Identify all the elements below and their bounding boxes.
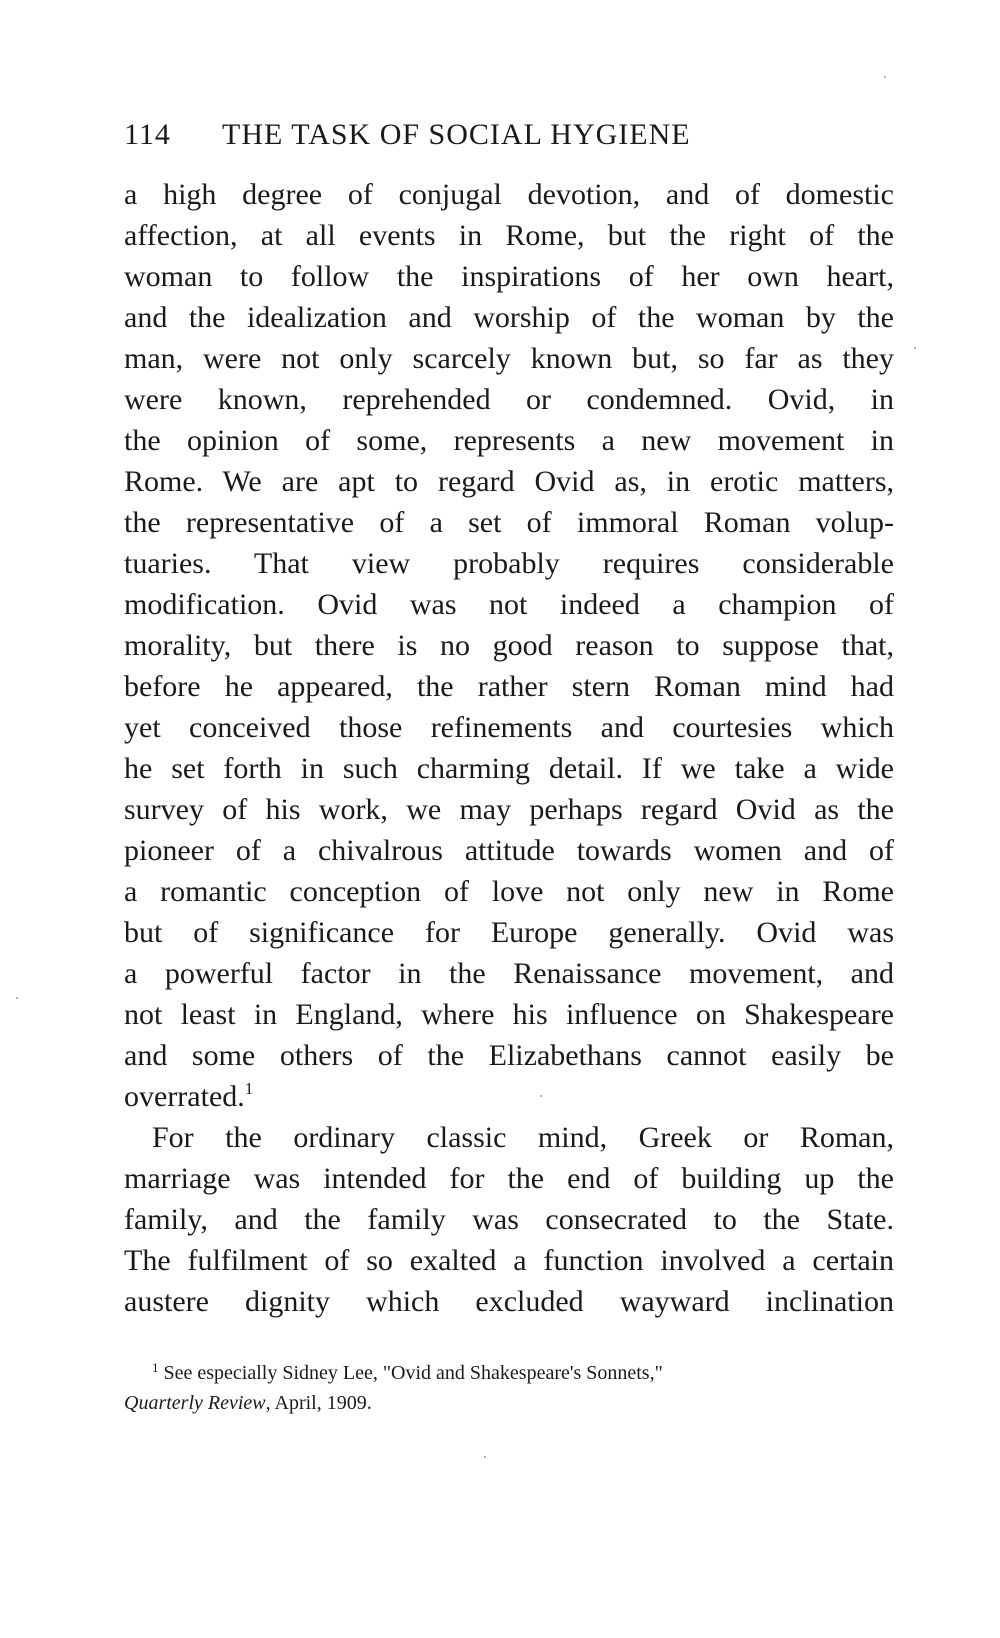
- text-line: man, were not only scarcely known but, so far as they: [124, 342, 894, 375]
- text-line: affection, at all events in Rome, but the right of the: [124, 219, 894, 252]
- text-line: but of significance for Europe generally. Ovid was: [124, 916, 894, 949]
- paragraph-end-line: [124, 1076, 894, 1117]
- text-line: and the idealization and worship of the woman by the: [124, 301, 894, 334]
- footnote-reference[interactable]: 1: [244, 1079, 254, 1098]
- text-line: modification. Ovid was not indeed a champion of: [124, 588, 894, 621]
- text-line: not least in England, where his influence on Shakespeare: [124, 998, 894, 1031]
- text-line: before he appeared, the rather stern Roman mind had: [124, 670, 894, 703]
- text-line: family, and the family was consecrated to the State.: [124, 1203, 894, 1236]
- paragraph-end-text: overrated.: [124, 1080, 245, 1113]
- text-line: survey of his work, we may perhaps regard Ovid as the: [124, 793, 894, 826]
- footnote-line: [124, 1388, 894, 1418]
- text-line: a high degree of conjugal devotion, and of domestic: [124, 178, 894, 211]
- print-speck: [540, 1095, 542, 1097]
- text-line: and some others of the Elizabethans cannot easily be: [124, 1039, 894, 1072]
- text-line: a romantic conception of love not only new in Rome: [124, 875, 894, 908]
- text-line: were known, reprehended or condemned. Ovid, in: [124, 383, 894, 416]
- print-speck: [16, 997, 18, 999]
- body-text: [124, 174, 894, 1322]
- running-head: [124, 118, 884, 152]
- print-speck: [884, 76, 886, 78]
- text-line: Rome. We are apt to regard Ovid as, in erotic matters,: [124, 465, 894, 498]
- text-line: marriage was intended for the end of building up the: [124, 1162, 894, 1195]
- print-speck: [484, 1456, 486, 1458]
- text-line: woman to follow the inspirations of her own heart,: [124, 260, 894, 293]
- print-speck: [914, 347, 916, 349]
- text-line: he set forth in such charming detail. If we take a wide: [124, 752, 894, 785]
- text-line: the representative of a set of immoral Roman volup-: [124, 506, 894, 539]
- footnote-text: See especially Sidney Lee, "Ovid and Shakespeare's Sonnets,": [163, 1362, 663, 1384]
- text-line: pioneer of a chivalrous attitude towards women and of: [124, 834, 894, 867]
- running-title: THE TASK OF SOCIAL HYGIENE: [222, 118, 691, 151]
- text-line: tuaries. That view probably requires considerable: [124, 547, 894, 580]
- text-line: a powerful factor in the Renaissance movement, and: [124, 957, 894, 990]
- footnote-marker: 1: [152, 1360, 159, 1375]
- footnote-date: , April, 1909.: [265, 1392, 372, 1414]
- page-number: 114: [124, 118, 171, 151]
- footnote-journal: Quarterly Review: [124, 1392, 266, 1414]
- footnote: [124, 1358, 894, 1418]
- text-line: The fulfilment of so exalted a function involved a certain: [124, 1244, 894, 1277]
- text-line: morality, but there is no good reason to suppose that,: [124, 629, 894, 662]
- footnote-line: [124, 1358, 894, 1388]
- text-line: yet conceived those refinements and courtesies which: [124, 711, 894, 744]
- text-line: the opinion of some, represents a new movement in: [124, 424, 894, 457]
- text-line: For the ordinary classic mind, Greek or Roman,: [152, 1121, 894, 1154]
- text-line: austere dignity which excluded wayward inclination: [124, 1285, 894, 1318]
